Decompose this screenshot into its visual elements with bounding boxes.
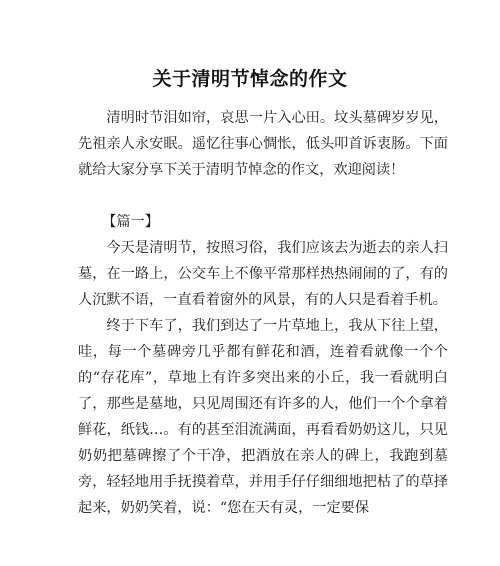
section-label: 【篇一】	[102, 214, 159, 230]
article-title: 关于清明节悼念的作文	[152, 68, 348, 90]
body-paragraph-1: 今天是清明节，按照习俗，我们应该去为逝去的亲人扫墓，在一路上，公交车上不像平常那样热热闹闹的了，有的人沉默不语，一直看着窗外的风景，有的人只是看着手机。	[78, 240, 448, 308]
body-paragraph-2: 终于下车了，我们到达了一片草地上，我从下往上望，哇，每一个墓碑旁几乎都有鲜花和酒，连着看就像一个个的“存花库”，草地上有许多突出来的小丘，我一看就明白了，那些是墓地，只见周围还有许多的人，他们一个个拿着鲜花，纸钱…。有的甚至泪流满面，再看看奶奶这儿，只见奶奶把墓碑擦了个干净，把酒放在亲人的碑上，我跑到墓旁，轻轻地用手抚摸着草，并用手仔仔细细地把枯了的草择起来，奶奶笑着，说：“您在天有灵，一定要保	[78, 318, 448, 516]
intro-paragraph: 清明时节泪如帘，哀思一片入心田。坟头墓碑岁岁见，先祖亲人永安眠。遥忆往事心惆怅，低头叩首诉衷肠。下面就给大家分享下关于清明节悼念的作文，欢迎阅读！	[78, 110, 448, 178]
